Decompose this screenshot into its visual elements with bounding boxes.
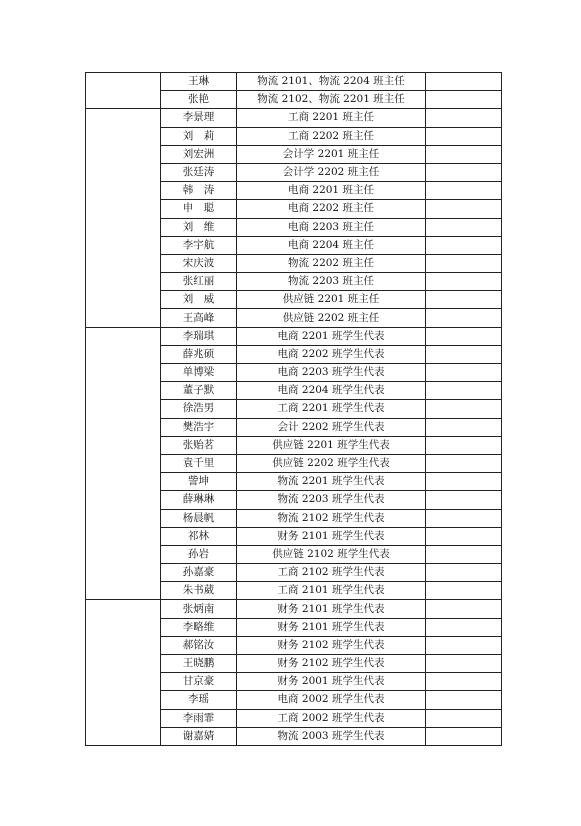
table-row: [86, 73, 502, 91]
note-cell: [426, 473, 502, 491]
member-name: 张艳: [161, 91, 237, 109]
note-cell: [426, 636, 502, 654]
member-role: 财务 2101 班学生代表: [237, 618, 426, 636]
note-cell: [426, 582, 502, 600]
member-role: 物流 2202 班主任: [237, 254, 426, 272]
member-name: 刘 莉: [161, 127, 237, 145]
member-role: 工商 2101 班学生代表: [237, 582, 426, 600]
note-cell: [426, 418, 502, 436]
note-cell: [426, 527, 502, 545]
note-cell: [426, 73, 502, 91]
member-name: 杨晨帆: [161, 509, 237, 527]
note-cell: [426, 273, 502, 291]
table-row: [86, 600, 502, 618]
member-role: 财务 2102 班学生代表: [237, 655, 426, 673]
note-cell: [426, 91, 502, 109]
member-role: 物流 2203 班主任: [237, 273, 426, 291]
member-role: 工商 2202 班主任: [237, 127, 426, 145]
note-cell: [426, 600, 502, 618]
member-role: 电商 2201 班学生代表: [237, 327, 426, 345]
member-role: 电商 2203 班主任: [237, 218, 426, 236]
member-name: 李雨霏: [161, 709, 237, 727]
member-role: 电商 2201 班主任: [237, 182, 426, 200]
note-cell: [426, 691, 502, 709]
member-name: 单博梁: [161, 364, 237, 382]
member-name: 樊浩宇: [161, 418, 237, 436]
note-cell: [426, 454, 502, 472]
member-role: 财务 2001 班学生代表: [237, 673, 426, 691]
note-cell: [426, 509, 502, 527]
member-role: 电商 2204 班学生代表: [237, 382, 426, 400]
member-role: 电商 2002 班学生代表: [237, 691, 426, 709]
member-name: 刘宏洲: [161, 145, 237, 163]
member-role: 财务 2102 班学生代表: [237, 636, 426, 654]
member-name: 李略维: [161, 618, 237, 636]
member-name: 甘京豪: [161, 673, 237, 691]
note-cell: [426, 655, 502, 673]
member-name: 张红丽: [161, 273, 237, 291]
note-cell: [426, 236, 502, 254]
note-cell: [426, 564, 502, 582]
member-role: 物流 2201 班学生代表: [237, 473, 426, 491]
member-name: 谢嘉婧: [161, 727, 237, 745]
member-name: 董子默: [161, 382, 237, 400]
member-role: 物流 2102、物流 2201 班主任: [237, 91, 426, 109]
member-name: 申 聪: [161, 200, 237, 218]
member-name: 刘 维: [161, 218, 237, 236]
member-role: 物流 2003 班学生代表: [237, 727, 426, 745]
member-role: 工商 2201 班主任: [237, 109, 426, 127]
note-cell: [426, 327, 502, 345]
member-role: 财务 2101 班学生代表: [237, 527, 426, 545]
member-role: 供应链 2202 班主任: [237, 309, 426, 327]
note-cell: [426, 145, 502, 163]
member-role: 财务 2101 班学生代表: [237, 600, 426, 618]
group-cell: [86, 327, 161, 600]
member-role: 电商 2202 班学生代表: [237, 345, 426, 363]
note-cell: [426, 163, 502, 181]
note-cell: [426, 618, 502, 636]
note-cell: [426, 200, 502, 218]
note-cell: [426, 709, 502, 727]
member-name: 李瑶: [161, 691, 237, 709]
member-role: 供应链 2201 班学生代表: [237, 436, 426, 454]
group-cell: [86, 73, 161, 109]
note-cell: [426, 727, 502, 745]
member-name: 郝铭汝: [161, 636, 237, 654]
note-cell: [426, 182, 502, 200]
member-role: 会计学 2201 班主任: [237, 145, 426, 163]
member-name: 李宇航: [161, 236, 237, 254]
member-name: 张贻茗: [161, 436, 237, 454]
member-role: 物流 2203 班学生代表: [237, 491, 426, 509]
member-role: 物流 2102 班学生代表: [237, 509, 426, 527]
member-name: 宋庆波: [161, 254, 237, 272]
member-name: 王高峰: [161, 309, 237, 327]
member-role: 工商 2002 班学生代表: [237, 709, 426, 727]
member-name: 朱书葳: [161, 582, 237, 600]
note-cell: [426, 545, 502, 563]
note-cell: [426, 673, 502, 691]
group-cell: [86, 109, 161, 327]
member-name: 李景理: [161, 109, 237, 127]
note-cell: [426, 218, 502, 236]
member-role: 供应链 2202 班学生代表: [237, 454, 426, 472]
note-cell: [426, 309, 502, 327]
member-name: 王琳: [161, 73, 237, 91]
member-name: 祁林: [161, 527, 237, 545]
note-cell: [426, 109, 502, 127]
member-name: 徐浩男: [161, 400, 237, 418]
group-cell: [86, 600, 161, 746]
member-role: 会计学 2202 班主任: [237, 163, 426, 181]
member-role: 物流 2101、物流 2204 班主任: [237, 73, 426, 91]
note-cell: [426, 291, 502, 309]
roster-table: [85, 72, 502, 746]
member-role: 电商 2204 班主任: [237, 236, 426, 254]
member-name: 张炳南: [161, 600, 237, 618]
note-cell: [426, 400, 502, 418]
note-cell: [426, 364, 502, 382]
member-name: 李瑞琪: [161, 327, 237, 345]
note-cell: [426, 254, 502, 272]
roster-body: [86, 73, 502, 746]
note-cell: [426, 491, 502, 509]
member-name: 张廷涛: [161, 163, 237, 181]
member-role: 电商 2203 班学生代表: [237, 364, 426, 382]
member-role: 电商 2202 班主任: [237, 200, 426, 218]
member-name: 袁千里: [161, 454, 237, 472]
member-role: 工商 2102 班学生代表: [237, 564, 426, 582]
member-name: 王晓鹏: [161, 655, 237, 673]
member-role: 供应链 2201 班主任: [237, 291, 426, 309]
note-cell: [426, 345, 502, 363]
member-name: 訾坤: [161, 473, 237, 491]
member-role: 工商 2201 班学生代表: [237, 400, 426, 418]
note-cell: [426, 436, 502, 454]
member-name: 韩 涛: [161, 182, 237, 200]
member-role: 会计 2202 班学生代表: [237, 418, 426, 436]
member-name: 孙嘉豪: [161, 564, 237, 582]
member-name: 薛兆硕: [161, 345, 237, 363]
table-row: [86, 109, 502, 127]
member-role: 供应链 2102 班学生代表: [237, 545, 426, 563]
member-name: 孙岩: [161, 545, 237, 563]
member-name: 刘 威: [161, 291, 237, 309]
table-row: [86, 327, 502, 345]
member-name: 薛琳琳: [161, 491, 237, 509]
note-cell: [426, 382, 502, 400]
note-cell: [426, 127, 502, 145]
